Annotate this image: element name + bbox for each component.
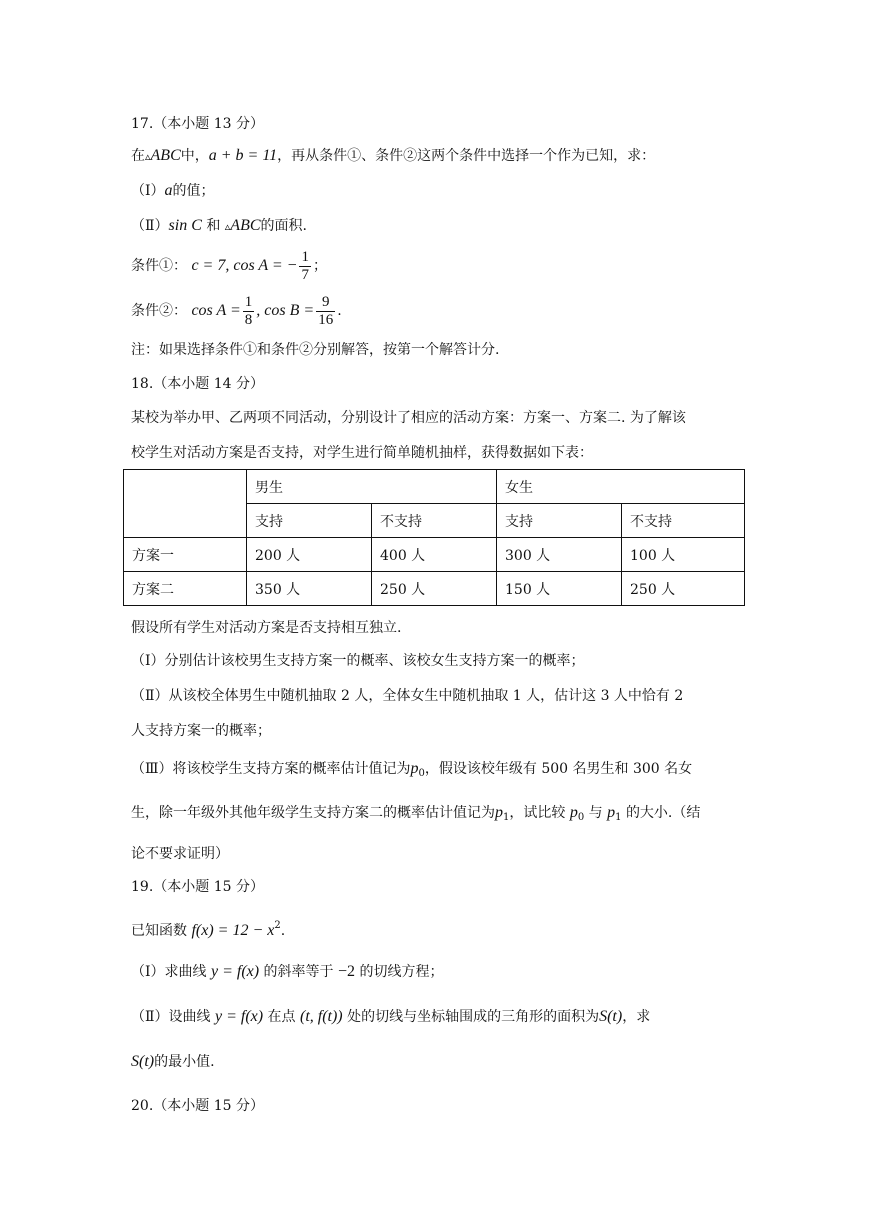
q17-condition-1: 条件①： c = 7, cos A = − $\frac{1}{7}$ ； — [131, 248, 327, 283]
q18-part3-line1: （Ⅲ）将该校学生支持方案的概率估计值记为$p_0$，假设该校年级有 500 名男生和 300 名女 — [131, 760, 693, 779]
q19-part1: （Ⅰ）求曲线 y = f(x) 的斜率等于 −2 的切线方程； — [131, 963, 444, 980]
table-cell: 150 人 — [497, 572, 622, 606]
q19-header: 19.（本小题 15 分） — [131, 879, 264, 895]
q17-header: 17.（本小题 13 分） — [131, 116, 264, 132]
table-subheader: 支持 — [247, 504, 372, 538]
table-row — [124, 572, 745, 606]
q17-part1: （Ⅰ）a的值； — [131, 182, 215, 199]
table-cell: 300 人 — [497, 538, 622, 572]
q18-part3-line3: 论不要求证明） — [131, 846, 229, 862]
fraction: $\frac{1}{8}$ — [244, 293, 253, 328]
table-group-male: 男生 — [247, 470, 497, 504]
q17-note: 注：如果选择条件①和条件②分别解答，按第一个解答计分. — [131, 342, 500, 358]
q19-given: 已知函数 $f(x) = 12 - x^2$. — [131, 920, 286, 939]
table-subheader: 不支持 — [372, 504, 497, 538]
q19-part2-line2: S(t)的最小值. — [131, 1053, 215, 1070]
table-cell: 350 人 — [247, 572, 372, 606]
q18-header: 18.（本小题 14 分） — [131, 376, 264, 392]
table-corner-cell — [124, 470, 247, 538]
fraction: $\frac{1}{7}$ — [301, 248, 309, 283]
q17-part2: （Ⅱ）sin C 和 ▵ABC的面积. — [131, 217, 307, 234]
table-subheader: 支持 — [497, 504, 622, 538]
q18-part2-line2: 人支持方案一的概率； — [131, 723, 271, 739]
q18-part2-line1: （Ⅱ）从该校全体男生中随机抽取 2 人，全体女生中随机抽取 1 人，估计这 3 人中恰有 2 — [131, 688, 684, 704]
table-row — [124, 538, 745, 572]
table-cell: 200 人 — [247, 538, 372, 572]
q18-part3-line2: 生，除一年级外其他年级学生支持方案二的概率估计值记为$p_1$，试比较 $p_0$ 与 $p_1$ 的大小.（结 — [131, 804, 701, 823]
q18-intro-line1: 某校为举办甲、乙两项不同活动，分别设计了相应的活动方案：方案一、方案二. 为了解该 — [131, 410, 686, 426]
q18-intro-line2: 校学生对活动方案是否支持，对学生进行简单随机抽样，获得数据如下表： — [131, 445, 593, 461]
table-subheader: 不支持 — [622, 504, 745, 538]
triangle-symbol: ▵ — [145, 150, 151, 163]
table-group-female: 女生 — [497, 470, 745, 504]
q18-part1: （Ⅰ）分别估计该校男生支持方案一的概率、该校女生支持方案一的概率； — [131, 653, 585, 669]
q20-header: 20.（本小题 15 分） — [131, 1098, 264, 1114]
table-cell: 100 人 — [622, 538, 745, 572]
table-cell: 250 人 — [622, 572, 745, 606]
table-cell: 250 人 — [372, 572, 497, 606]
table-row-label: 方案二 — [124, 572, 247, 606]
table-cell: 400 人 — [372, 538, 497, 572]
fraction: $\frac{9}{16}$ — [318, 293, 334, 328]
table-row-label: 方案一 — [124, 538, 247, 572]
table-header-row — [124, 470, 745, 504]
survey-table — [123, 469, 745, 606]
q18-assumption: 假设所有学生对活动方案是否支持相互独立. — [131, 620, 402, 636]
q19-part2-line1: （Ⅱ）设曲线 y = f(x) 在点 (t, f(t)) 处的切线与坐标轴围成的三角形的面积为S(t)，求 — [131, 1008, 651, 1025]
q17-intro: 在▵ABC中，a + b = 11，再从条件①、条件②这两个条件中选择一个作为已知，求： — [131, 147, 656, 164]
q17-condition-2: 条件②： cos A = $\frac{1}{8}$ , cos B = $\frac{9}{16}$ . — [131, 293, 342, 328]
